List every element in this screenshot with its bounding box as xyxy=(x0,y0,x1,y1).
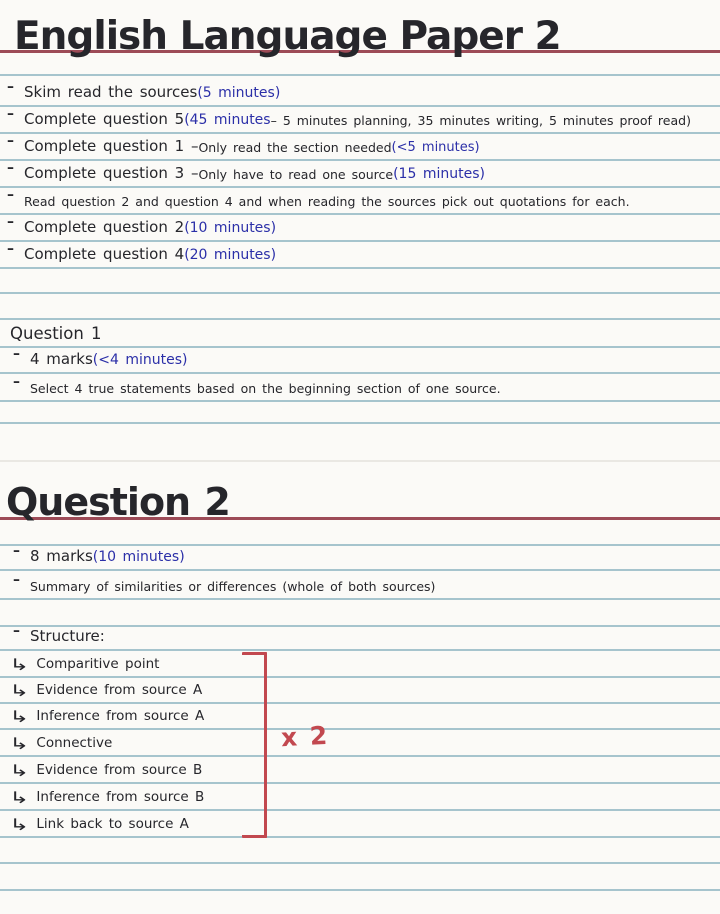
blank-line xyxy=(0,294,720,320)
note-text: (45 minutes xyxy=(184,112,271,128)
note-text: Select 4 true statements based on the beginning section of one source. xyxy=(30,381,501,396)
structure-step-evidence-a xyxy=(0,678,720,704)
page-header xyxy=(0,0,720,59)
note-text: Evidence from source A xyxy=(36,682,203,698)
branch-arrow-icon: ↳ xyxy=(9,815,30,834)
note-text: 4 marks xyxy=(30,350,93,368)
note-text: 8 marks xyxy=(30,547,93,565)
note-text: (<5 minutes) xyxy=(391,140,480,155)
note-text: Complete question 1 – xyxy=(24,137,199,155)
branch-arrow-icon: ↳ xyxy=(9,707,30,726)
blank-line xyxy=(0,838,720,864)
page-title: English Language Paper 2 xyxy=(14,14,561,59)
note-complete-q5 xyxy=(0,107,720,134)
note-complete-q1 xyxy=(0,134,720,161)
note-text: (5 minutes) xyxy=(197,85,281,101)
question-2-title xyxy=(0,462,720,524)
note-q2-task xyxy=(0,571,720,600)
note-q2-marks xyxy=(0,543,720,571)
dash-bullet-icon: – xyxy=(7,187,14,203)
structure-step-inference-a xyxy=(0,704,720,730)
blank-line xyxy=(0,53,720,76)
blank-line xyxy=(0,600,720,627)
note-complete-q4 xyxy=(0,242,720,269)
note-q1-task xyxy=(0,374,720,402)
branch-arrow-icon: ↳ xyxy=(9,655,30,674)
note-text: (10 minutes) xyxy=(184,220,277,236)
note-complete-q2 xyxy=(0,215,720,242)
note-text: Read question 2 and question 4 and when reading the sources pick out quotations for each. xyxy=(24,194,630,209)
note-text: Complete question 2 xyxy=(24,218,185,236)
note-skim-read xyxy=(0,76,720,107)
dash-bullet-icon: – xyxy=(13,572,20,588)
note-text: Only have to read one source xyxy=(198,167,394,182)
note-text: (15 minutes) xyxy=(393,166,485,182)
note-text: Complete question 3 – xyxy=(24,164,199,182)
note-text: (<4 minutes) xyxy=(92,352,188,368)
structure-step-connective xyxy=(0,730,720,757)
question-1-heading xyxy=(0,320,720,348)
note-text: Complete question 5 xyxy=(24,110,185,128)
blank-line xyxy=(0,891,720,914)
branch-arrow-icon: ↳ xyxy=(9,788,30,807)
dash-bullet-icon: – xyxy=(7,133,14,149)
note-q1-marks xyxy=(0,348,720,374)
structure-step-inference-b xyxy=(0,784,720,811)
note-text: (20 minutes) xyxy=(184,247,277,263)
note-text: Complete question 4 xyxy=(24,245,185,263)
note-text: Link back to source A xyxy=(36,816,189,832)
dash-bullet-icon: – xyxy=(13,543,20,559)
blank-line xyxy=(0,402,720,424)
branch-arrow-icon: ↳ xyxy=(9,761,30,780)
note-read-q2-q4 xyxy=(0,188,720,215)
note-text: Evidence from source B xyxy=(36,762,203,778)
structure-step-evidence-b xyxy=(0,757,720,784)
dash-bullet-icon: – xyxy=(13,346,20,362)
note-text: (10 minutes) xyxy=(92,549,185,565)
note-text: – 5 minutes planning, 35 minutes writing, 5 minutes proof read) xyxy=(270,113,691,128)
ruled-rows xyxy=(0,53,720,914)
note-text: Skim read the sources xyxy=(24,83,198,101)
structure-step-link-back xyxy=(0,811,720,838)
x2-bracket xyxy=(242,652,267,838)
note-text: Only read the section needed xyxy=(198,140,392,155)
dash-bullet-icon: – xyxy=(7,160,14,176)
note-structure-label xyxy=(0,623,720,651)
note-text: Comparitive point xyxy=(36,656,160,672)
note-text: Inference from source A xyxy=(36,708,205,724)
x2-annotation: x 2 xyxy=(280,720,330,753)
section-gap xyxy=(0,424,720,462)
note-text: Connective xyxy=(36,735,113,751)
note-text: Question 2 xyxy=(6,480,230,524)
note-text: Inference from source B xyxy=(36,789,205,805)
structure-step-comparative-point xyxy=(0,651,720,678)
blank-line xyxy=(0,269,720,294)
branch-arrow-icon: ↳ xyxy=(9,681,30,700)
note-text: Structure: xyxy=(30,627,105,645)
branch-arrow-icon: ↳ xyxy=(9,734,30,753)
dash-bullet-icon: – xyxy=(7,241,14,257)
note-text: Question 1 xyxy=(10,324,102,343)
dash-bullet-icon: – xyxy=(7,106,14,122)
note-text: Summary of similarities or differences (whole of both sources) xyxy=(30,579,436,594)
dash-bullet-icon: – xyxy=(13,623,20,639)
blank-line xyxy=(0,864,720,891)
dash-bullet-icon: – xyxy=(13,374,20,390)
note-complete-q3 xyxy=(0,161,720,188)
dash-bullet-icon: – xyxy=(7,214,14,230)
dash-bullet-icon: – xyxy=(7,79,14,95)
